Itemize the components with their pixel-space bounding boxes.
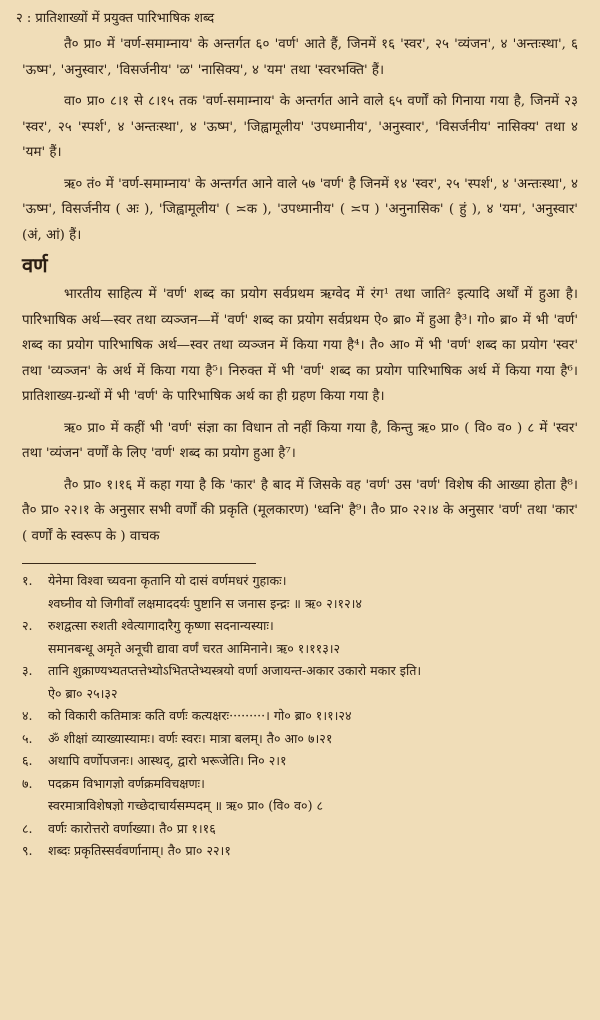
paragraph: ऋ० प्रा० में कहीं भी 'वर्ण' संज्ञा का विधान तो नहीं किया गया है, किन्तु ऋ० प्रा० ( वि० व० ) ८ में 'स्वर' तथा 'व्यंजन' वर्णों के लिए 'वर्ण' शब्द का प्रयोग हुआ है⁷। [22,420,578,461]
footnote-number: ७. [22,775,33,791]
footnotes-list [22,570,578,863]
footnote-item [22,818,578,841]
footnote-item [22,728,578,751]
footnote-number: ८. [22,820,33,836]
footnote-text [48,818,578,841]
footnote-item [22,750,578,773]
paragraph: तै० प्रा० १।१६ में कहा गया है कि 'कार' है बाद में जिसके वह 'वर्ण' उस 'वर्ण' विशेष की आख्या होता है⁸। तै० प्रा० २२।१ के अनुसार सभी वर्णों की प्रकृति (मूलकारण) 'ध्वनि' है⁹। तै० प्रा० २२।४ के अनुसार 'वर्ण' तथा 'कार' ( वर्णों के स्वरूप के ) वाचक [22,477,578,544]
footnote-number: ५. [22,730,33,746]
footnote-text [48,615,578,660]
footnote-line: अथापि वर्णोपजनः। आस्थद्, द्वारो भरूजेति। नि० २।१ [48,753,287,768]
footnote-line: येनेमा विश्वा च्यवना कृतानि यो दासं वर्णमधरं गुहाकः। [48,573,287,588]
footnote-text [48,773,578,818]
footnote-number: ४. [22,708,33,723]
footnote-rule [22,563,256,564]
section-paragraphs [22,282,578,549]
section-heading: वर्ण [22,253,48,277]
paragraph: ऋ० तं० में 'वर्ण-समाम्नाय' के अन्तर्गत आने वाले ५७ 'वर्ण' है जिनमें १४ 'स्वर', २५ 'स्पर्श', ४ 'अन्तःस्था', ४ 'ऊष्म', विसर्जनीय ( अः ), 'जिह्वामूलीय' ( ≍क ), 'उपध्मानीय' ( ≍प ) 'अनुनासिक' ( हुं ), ४ 'यम', 'अनुस्वार' (अं, आं) हैं। [22,176,578,243]
footnote-item [22,660,578,705]
footnote-number: १. [22,573,33,588]
footnote-text [48,570,578,615]
paragraph: तै० प्रा० में 'वर्ण-समाम्नाय' के अन्तर्गत ६० 'वर्ण' आते हैं, जिनमें १६ 'स्वर', २५ 'व्यंजन', ४ 'अन्तःस्था', ६ 'ऊष्म', 'अनुस्वार', 'विसर्जनीय' 'ळ' 'नासिक्य', ४ 'यम' तथा 'स्वरभक्ति' हैं। [22,37,578,78]
footnote-text [48,728,578,751]
footnote-line: ऐ० ब्रा० २५।३२ [48,685,118,701]
footnote-line: समानबन्धू अमृते अनूची द्यावा वर्णं चरत आमिनाने। ऋ० १।११३।२ [48,640,341,656]
footnote-item [22,570,578,615]
footnote-line: ॐ शीक्षां व्याख्यास्यामः। वर्णः स्वरः। मात्रा बलम्। तै० आ० ७।२१ [48,730,333,746]
paragraph: वा० प्रा० ८।१ से ८।१५ तक 'वर्ण-समाम्नाय' के अन्तर्गत आने वाले ६५ वर्णों को गिनाया गया है, जिनमें २३ 'स्वर', २५ 'स्पर्श', ४ 'अन्तःस्था', ४ 'ऊष्म', 'जिह्वामूलीय' 'उपध्मानीय', 'अनुस्वार', 'विसर्जनीय' नासिक्य' तथा ४ 'यम' हैं। [22,94,578,160]
footnote-line: तानि शुक्राण्यभ्यतप्तत्तेभ्योऽभितप्तेभ्यस्त्रयो वर्णा अजायन्त-अकार उकारो मकार इति। [48,663,422,678]
footnote-text [48,705,578,728]
footnote-text [48,840,578,863]
footnote-item [22,705,578,728]
footnote-line: वर्णः कारोत्तरो वर्णाख्या। तै० प्रा १।१६ [48,820,216,836]
footnote-line: रुशद्वत्सा रुशती श्वेत्यागादारैगु कृष्णा सदनान्यस्याः। [48,618,274,633]
footnote-number: २. [22,618,33,633]
intro-paragraphs [22,32,578,248]
footnote-line: शब्दः प्रकृतिस्सर्ववर्णानाम्। तै० प्रा० २२।१ [48,843,231,858]
footnote-text [48,750,578,773]
footnote-text [48,660,578,705]
footnote-number: ९. [22,843,33,858]
footnote-number: ६. [22,753,33,768]
footnote-item [22,773,578,818]
footnote-line: श्वघ्नीव यो जिगीवाँ लक्षमाददर्यः पुष्टानि स जनास इन्द्रः ॥ ऋ० २।१२।४ [48,595,362,611]
footnote-number: ३. [22,663,33,678]
paragraph: भारतीय साहित्य में 'वर्ण' शब्द का प्रयोग सर्वप्रथम ऋग्वेद में रंग¹ तथा जाति² इत्यादि अर्थों में हुआ है। पारिभाषिक अर्थ—स्वर तथा व्यञ्जन—में 'वर्ण' शब्द का प्रयोग सर्वप्रथम ऐ० ब्रा० में हुआ है³। गो० ब्रा० में भी 'वर्ण' शब्द का प्रयोग पारिभाषिक अर्थ—स्वर तथा व्यञ्जन में किया गया है⁴। तै० आ० में भी 'वर्ण' शब्द का प्रयोग 'स्वर' तथा 'व्यञ्जन' के अर्थ में किया गया है⁵। निरुक्त में भी 'वर्ण' शब्द का प्रयोग पारिभाषिक अर्थ में किया गया है⁶। प्रातिशाख्य-ग्रन्थों में भी 'वर्ण' के पारिभाषिक अर्थ का ही ग्रहण किया गया है। [22,287,578,404]
footnote-item [22,840,578,863]
running-head: २ : प्रातिशाख्यों में प्रयुक्त पारिभाषिक शब्द [16,11,215,26]
footnote-line: पदक्रम विभागज्ञो वर्णक्रमविचक्षणः। [48,775,205,791]
footnote-line: को विकारी कतिमात्रः कति वर्णः कत्यक्षरः·········। गो० ब्रा० १।१।२४ [48,708,352,723]
footnote-line: स्वरमात्राविशेषज्ञो गच्छेदाचार्यसम्पदम् ॥ ऋ० प्रा० (वि० व०) ८ [48,798,324,813]
footnote-item [22,615,578,660]
